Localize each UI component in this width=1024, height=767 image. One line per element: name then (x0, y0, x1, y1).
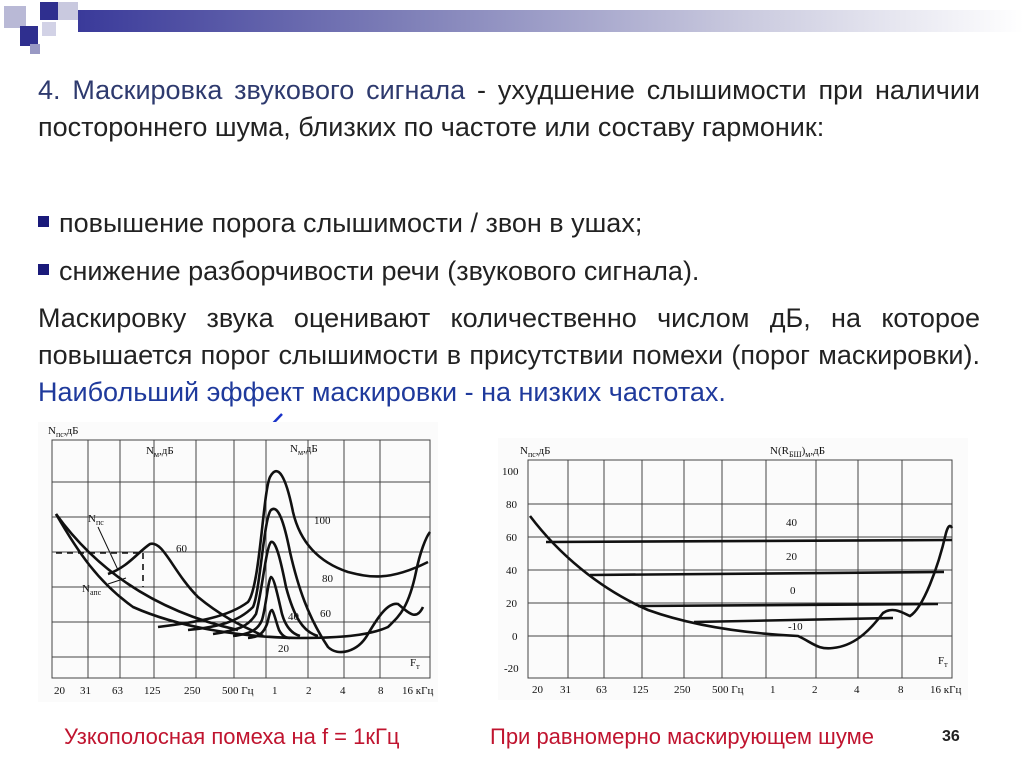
decor-square (40, 2, 58, 20)
x-tick: 4 (854, 684, 860, 696)
slide-header-decoration (0, 0, 1024, 58)
decor-square (42, 22, 56, 36)
x-tick: 63 (112, 685, 123, 697)
level-label: 80 (322, 573, 333, 585)
left-figure-caption: Узкополосная помеха на f = 1кГц (64, 724, 400, 749)
level-label: 20 (786, 551, 797, 563)
x-tick: 16 кГц (930, 684, 962, 696)
narrowband-masking-diagram (38, 422, 438, 702)
bullet-text: снижение разборчивости речи (звукового сигнала). (59, 256, 700, 286)
masking-level-label: $N(R_{БШ})_м,дБ$ (770, 445, 826, 459)
x-tick: 63 (596, 684, 607, 696)
x-tick: 20 (54, 685, 65, 697)
y-tick: -20 (504, 663, 519, 675)
masking-level-label: $N_м,дБ$ (146, 445, 174, 459)
square-bullet-icon (38, 216, 49, 227)
y-tick: 0 (512, 631, 518, 643)
x-axis-label: $F_т$ (938, 655, 948, 669)
topic-definition: - ухудшение слышимости при наличии постороннего шума, близких по частоте или составу гармоник: (38, 75, 980, 142)
decor-square (58, 2, 78, 20)
x-tick: 16 кГц (402, 685, 434, 697)
x-tick: 31 (80, 685, 91, 697)
x-tick: 500 Гц (712, 684, 744, 696)
x-tick: 4 (340, 685, 346, 697)
x-tick: 8 (898, 684, 904, 696)
x-tick: 2 (812, 684, 818, 696)
y-axis-label: $N_{пс},дБ$ (520, 445, 551, 459)
x-tick: 1 (770, 684, 776, 696)
y-tick: 100 (502, 466, 519, 478)
x-tick: 250 (184, 685, 201, 697)
x-axis-label: $F_т$ (410, 657, 420, 671)
level-label: 60 (320, 608, 331, 620)
x-tick: 250 (674, 684, 691, 696)
absolute-threshold-label: $N_{апс}$ (82, 583, 102, 597)
assessment-paragraph (38, 300, 980, 411)
square-bullet-icon (38, 264, 49, 275)
level-label: 20 (278, 643, 289, 655)
x-tick: 125 (144, 685, 161, 697)
x-tick: 20 (532, 684, 543, 696)
level-label: 100 (314, 515, 331, 527)
x-tick: 2 (306, 685, 312, 697)
intro-paragraph (38, 72, 980, 146)
decor-square (20, 26, 38, 46)
x-tick: 31 (560, 684, 571, 696)
decor-square (4, 6, 26, 28)
level-label: 0 (790, 585, 796, 597)
level-label: 40 (288, 611, 299, 623)
decor-square (30, 44, 40, 54)
x-tick: 125 (632, 684, 649, 696)
uniform-masking-noise-diagram (498, 438, 968, 700)
y-tick: 80 (506, 499, 517, 511)
topic-title: 4. Маскировка звукового сигнала (38, 75, 466, 105)
header-gradient-bar (78, 10, 1024, 32)
x-tick: 1 (272, 685, 278, 697)
y-tick: 20 (506, 598, 517, 610)
level-label: 40 (786, 517, 797, 529)
assessment-text: Маскировку звука оценивают количественно числом дБ, на которое повышается порог слышимости в присутствии помехи (порог маскировки). (38, 303, 980, 370)
page-number: 36 (942, 728, 960, 745)
bullet-item (38, 205, 642, 242)
level-label: -10 (788, 621, 803, 633)
x-tick: 8 (378, 685, 384, 697)
bullet-item (38, 253, 699, 290)
assessment-highlight: Наибольший эффект маскировки - на низких частотах. (38, 377, 726, 407)
level-label: 60 (176, 543, 187, 555)
bullet-text: повышение порога слышимости / звон в ушах; (59, 208, 643, 238)
y-axis-label: $N_{пс},дБ$ (48, 425, 79, 439)
y-tick: 40 (506, 565, 517, 577)
right-figure-caption: При равномерно маскирующем шуме (490, 724, 874, 749)
x-tick: 500 Гц (222, 685, 254, 697)
masking-level-label-right: $N_м,дБ$ (290, 443, 318, 457)
threshold-curve-label: $N_{пс}$ (88, 513, 104, 527)
y-tick: 60 (506, 532, 517, 544)
